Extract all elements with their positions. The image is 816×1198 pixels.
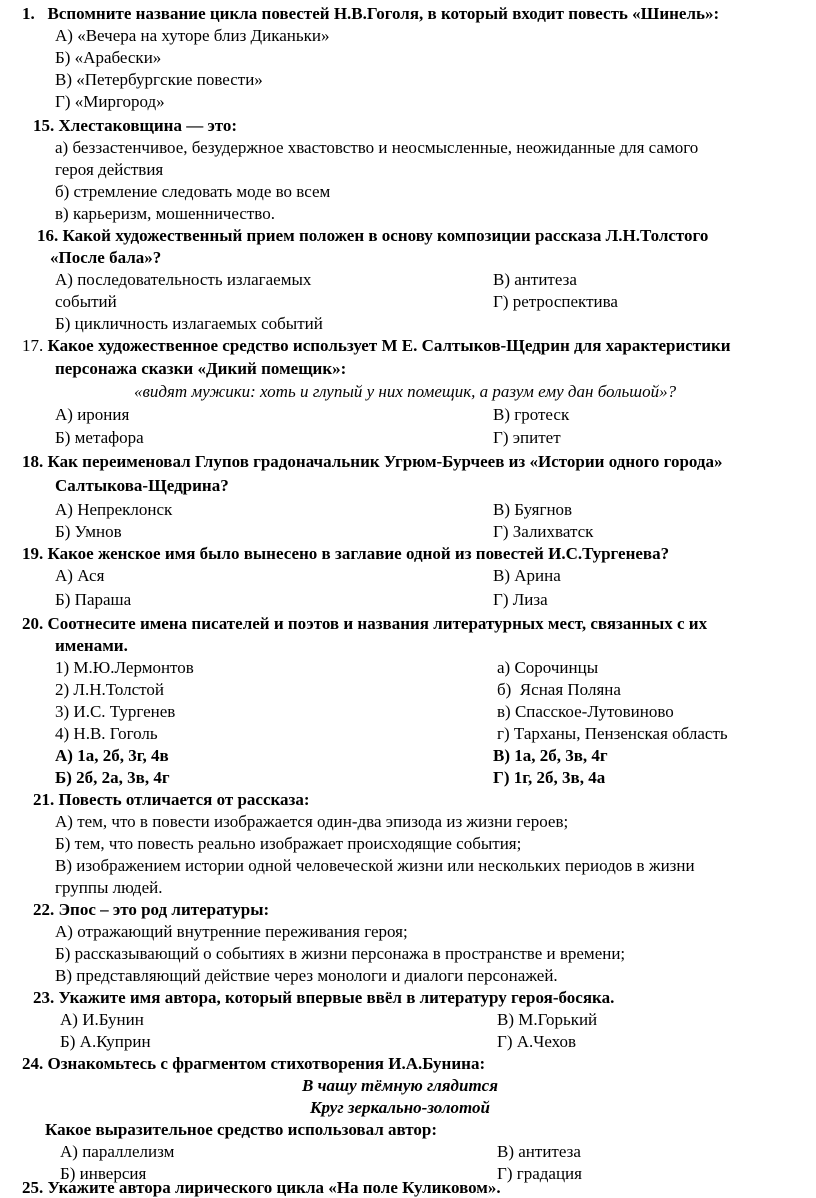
text-line: 21. Повесть отличается от рассказа: <box>33 790 310 809</box>
text-line: Г) Залихватск <box>493 522 594 541</box>
text-line: Г) А.Чехов <box>497 1032 577 1051</box>
text-line: Б) инверсия <box>60 1164 147 1183</box>
text-line: 15. Хлестаковщина — это: <box>33 116 238 135</box>
text-line: Б) метафора <box>55 428 144 447</box>
text-line: б) Ясная Поляна <box>497 680 621 699</box>
text-line: А) И.Бунин <box>60 1010 144 1029</box>
text-line: Б) рассказывающий о событиях в жизни персонажа в пространстве и времени; <box>55 944 626 963</box>
text-line: 1. Вспомните название цикла повестей Н.В.Гоголя, в который входит повесть «Шинель»: <box>22 4 720 23</box>
text-line: Б) 2б, 2а, 3в, 4г <box>55 768 170 787</box>
text-line: именами. <box>55 636 128 655</box>
text-line: а) Сорочинцы <box>497 658 599 677</box>
text-line: Г) градация <box>497 1164 582 1183</box>
text-line: 16. Какой художественный прием положен в основу композиции рассказа Л.Н.Толстого <box>37 226 709 245</box>
text-line: Какое выразительное средство использовал автор: <box>45 1120 438 1139</box>
text-line: событий <box>55 292 117 311</box>
text-line: В) представляющий действие через монологи и диалоги персонажей. <box>55 966 558 985</box>
text-line: Салтыкова-Щедрина? <box>55 476 229 495</box>
text-line: А) Непреклонск <box>55 500 173 519</box>
text-line: Круг зеркально-золотой <box>310 1098 491 1117</box>
text-line: «видят мужики: хоть и глупый у них помещик, а разум ему дан большой»? <box>134 382 677 401</box>
text-line: Б) тем, что повесть реально изображает происходящие события; <box>55 834 522 853</box>
text-line: В) Буягнов <box>493 500 573 519</box>
text-line: В) Арина <box>493 566 561 585</box>
text-line: В) антитеза <box>493 270 577 289</box>
text-line: А) отражающий внутренние переживания героя; <box>55 922 408 941</box>
text-line: Б) Параша <box>55 590 132 609</box>
text-line: В) гротеск <box>493 405 570 424</box>
text-line: В) 1а, 2б, 3в, 4г <box>493 746 608 765</box>
text-line: А) «Вечера на хуторе близ Диканьки» <box>55 26 330 45</box>
text-line: 20. Соотнесите имена писателей и поэтов и названия литературных мест, связанных с их <box>22 614 708 633</box>
text-line: героя действия <box>55 160 164 179</box>
text-line: А) параллелизм <box>60 1142 175 1161</box>
text-line: А) ирония <box>55 405 130 424</box>
text-line: А) последовательность излагаемых <box>55 270 312 289</box>
text-line: 4) Н.В. Гоголь <box>55 724 158 743</box>
text-line: В) изображением истории одной человеческой жизни или нескольких периодов в жизни <box>55 856 695 875</box>
text-line: Г) эпитет <box>493 428 561 447</box>
text-line: группы людей. <box>55 878 163 897</box>
text-line: Б) цикличность излагаемых событий <box>55 314 323 333</box>
text-line: Г) Лиза <box>493 590 548 609</box>
text-line: 17. Какое художественное средство использует М Е. Салтыков-Щедрин для характеристики <box>22 336 731 355</box>
text-line: Г) «Миргород» <box>55 92 165 111</box>
text-line: А) 1а, 2б, 3г, 4в <box>55 746 169 765</box>
text-line: 19. Какое женское имя было вынесено в заглавие одной из повестей И.С.Тургенева? <box>22 544 670 563</box>
text-line: г) Тарханы, Пензенская область <box>497 724 728 743</box>
text-line: Г) ретроспектива <box>493 292 618 311</box>
text-line: В чашу тёмную глядится <box>302 1076 498 1095</box>
text-line: 1) М.Ю.Лермонтов <box>55 658 194 677</box>
text-line: б) стремление следовать моде во всем <box>55 182 331 201</box>
text-line: 3) И.С. Тургенев <box>55 702 176 721</box>
text-line: персонажа сказки «Дикий помещик»: <box>55 359 347 378</box>
text-line: а) беззастенчивое, безудержное хвастовство и неосмысленные, неожиданные для самого <box>55 138 699 157</box>
text-line: В) антитеза <box>497 1142 581 1161</box>
text-line: в) Спасское-Лутовиново <box>497 702 674 721</box>
text-line: «После бала»? <box>50 248 162 267</box>
text-line: 18. Как переименовал Глупов градоначальник Угрюм-Бурчеев из «Истории одного города» <box>22 452 723 471</box>
text-line: 24. Ознакомьтесь с фрагментом стихотворения И.А.Бунина: <box>22 1054 486 1073</box>
text-line: А) тем, что в повести изображается один-два эпизода из жизни героев; <box>55 812 569 831</box>
text-line: 25. Укажите автора лирического цикла «На поле Куликовом». <box>22 1178 501 1197</box>
text-line: Г) 1г, 2б, 3в, 4а <box>493 768 606 787</box>
text-line: В) «Петербургские повести» <box>55 70 263 89</box>
text-line: Б) А.Куприн <box>60 1032 151 1051</box>
text-line: Б) Умнов <box>55 522 122 541</box>
text-line: 22. Эпос – это род литературы: <box>33 900 270 919</box>
text-line: А) Ася <box>55 566 105 585</box>
text-line: 2) Л.Н.Толстой <box>55 680 164 699</box>
text-line: в) карьеризм, мошенничество. <box>55 204 275 223</box>
text-line: В) М.Горький <box>497 1010 598 1029</box>
text-line: Б) «Арабески» <box>55 48 162 67</box>
text-line: 23. Укажите имя автора, который впервые ввёл в литературу героя-босяка. <box>33 988 615 1007</box>
